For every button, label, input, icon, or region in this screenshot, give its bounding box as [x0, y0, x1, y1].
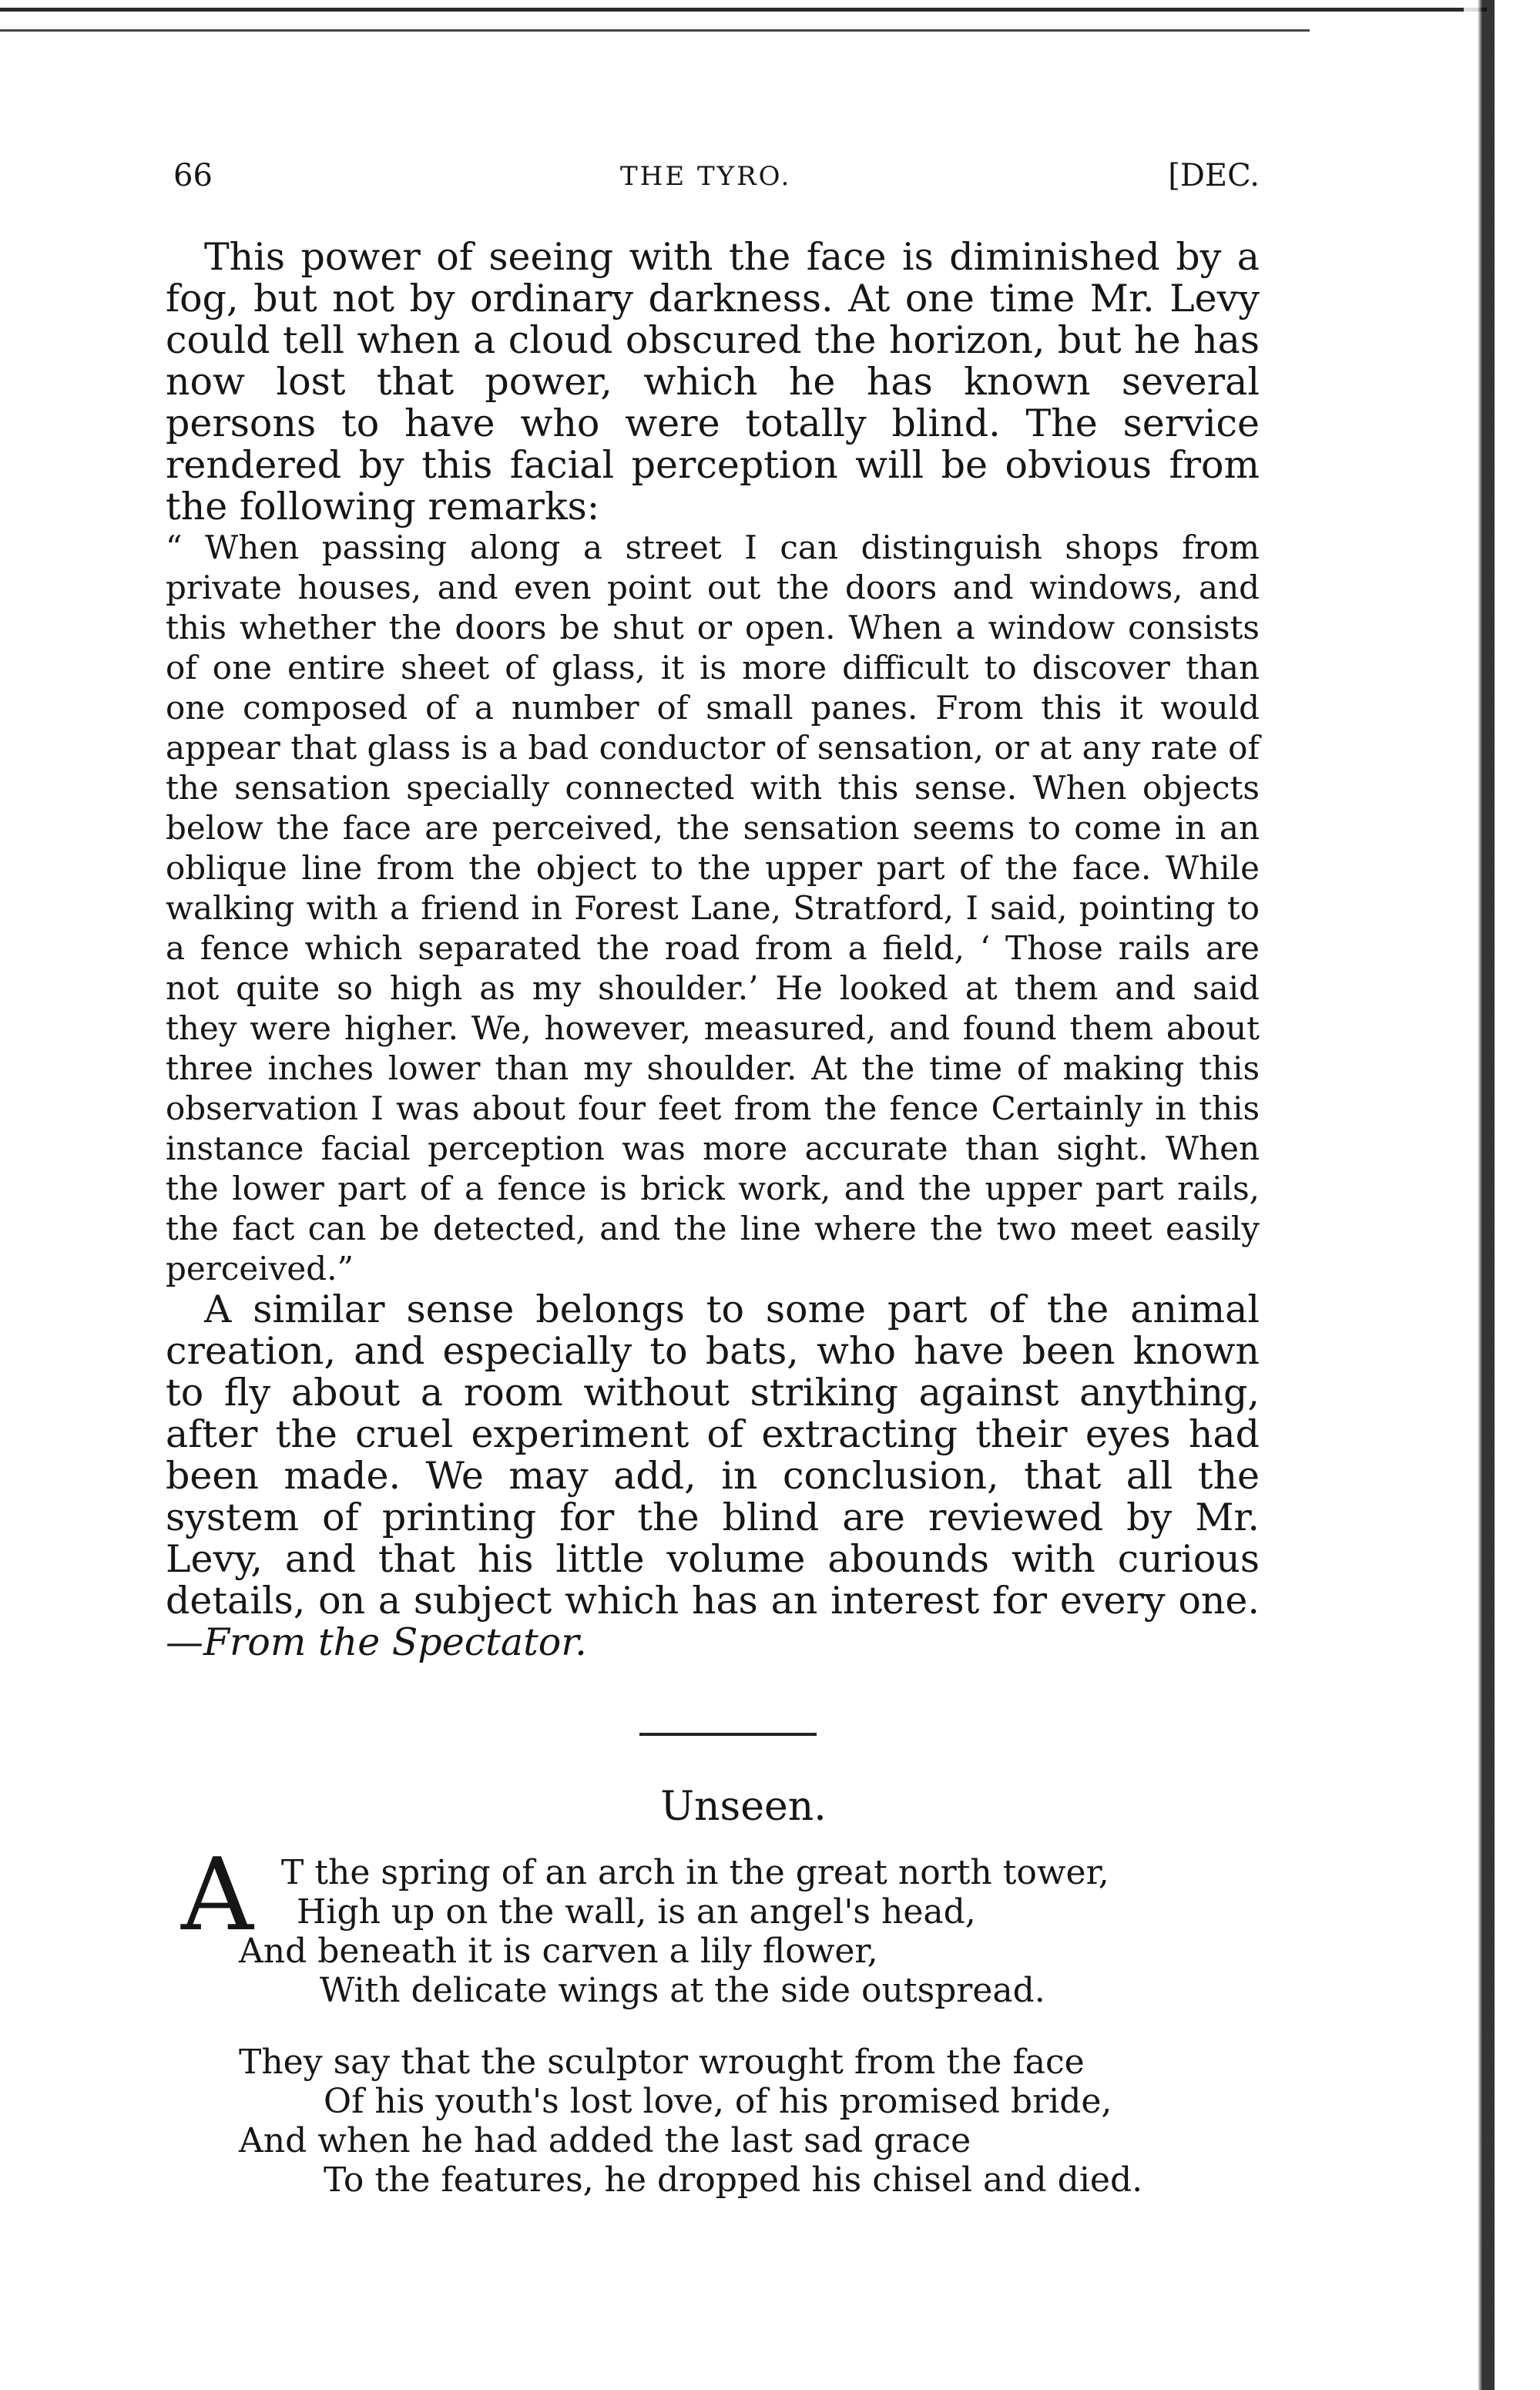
poem-line: High up on the wall, is an angel's head, [297, 1892, 976, 1932]
article-body [166, 237, 1260, 1663]
poem-line: T the spring of an arch in the great north tower, [281, 1853, 1109, 1892]
stanza-1 [166, 1836, 1260, 2010]
paragraph-2-text: A similar sense belongs to some part of the animal creation, and especially to bats, who have been known to fly about a room without striking against anything, after the cruel experiment of extracting their eyes had been made. We may add, in conclusion, that all the system of printing for the blind are reviewed by Mr. Levy, and that his little volume abounds with curious details, on a subject which has an interest for every one.— [166, 1287, 1260, 1664]
poem-title: Unseen. [660, 1784, 827, 1830]
drop-cap: A [181, 1836, 253, 1953]
poem-line: To the features, he dropped his chisel and died. [324, 2160, 1143, 2200]
source-attribution: From the Spectator. [203, 1620, 587, 1664]
page-number: 66 [173, 158, 213, 193]
top-border-rule-thin [0, 29, 1310, 32]
section-divider [639, 1733, 817, 1736]
poem [166, 1836, 1260, 2200]
page-content [166, 150, 1260, 2232]
stanza-2 [166, 2043, 1260, 2200]
running-title: THE TYRO. [620, 161, 792, 192]
page-edge-shadow [1464, 0, 1495, 2390]
quotation-text: “ When passing along a street I can distinguish shops from private houses, and even point out the doors and windows, and this whether the doors be shut or open. When a window consists of one entire sheet of glass, it is more difficult to discover than one composed of a number of small panes. From this it would appear that glass is a bad conductor of sensation, or at any rate of the sensation specially connected with this sense. When objects below the face are perceived, the sensation seems to come in an oblique line from the object to the upper part of the face. While walking with a friend in Forest Lane, Stratford, I said, pointing to a fence which separated the road from a field, ‘ Those rails are not quite so high as my shoulder.’ He looked at them and said they were higher. We, however, measured, and found them about three inches lower than my shoulder. At the time of making this observation I was about four feet from the fence Certainly in this instance facial perception was more accurate than sight. When the lower part of a fence is brick work, and the upper part rails, the fact can be detected, and the line where the two meet easily perceived.” [166, 529, 1260, 1287]
poem-line: They say that the sculptor wrought from the face [239, 2043, 1085, 2082]
paragraph-1 [166, 237, 1260, 528]
poem-line: With delicate wings at the side outspread. [320, 1971, 1045, 2010]
running-header [166, 150, 1260, 204]
poem-line: Of his youth's lost love, of his promised bride, [324, 2082, 1112, 2121]
paragraph-1-text: This power of seeing with the face is diminished by a fog, but not by ordinary darkness. At one time Mr. Levy could tell when a cloud obscured the horizon, but he has now lost that power, which he has known several persons to have who were totally blind. The service rendered by this facial perception will be obvious from the following remarks: [166, 235, 1260, 529]
poem-line: And beneath it is carven a lily flower, [239, 1932, 878, 1971]
paragraph-2 [166, 1289, 1260, 1663]
month-label: [DEC. [1168, 158, 1260, 193]
poem-line: And when he had added the last sad grace [239, 2121, 971, 2160]
top-border-rule [0, 8, 1487, 12]
quotation [166, 528, 1260, 1289]
